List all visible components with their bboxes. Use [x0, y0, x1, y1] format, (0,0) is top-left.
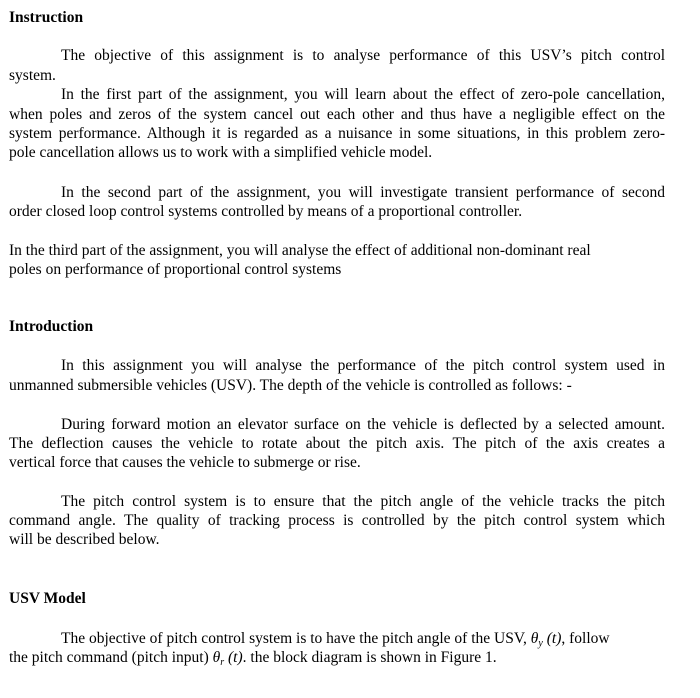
introduction-line-3: During forward motion an elevator surface on the vehicle is deflected by a selected amount.: [61, 416, 665, 433]
usv-model-line-1-text: The objective of pitch control system is to have the pitch angle of the USV,: [61, 630, 531, 647]
introduction-line-4: The deflection causes the vehicle to rotate about the pitch axis. The pitch of the axis creates a: [9, 435, 665, 452]
usv-model-line-2-end: . the block diagram is shown in Figure 1.: [242, 649, 497, 666]
pitch-angle-argument: (t): [542, 630, 562, 647]
instruction-line-3: In the first part of the assignment, you will learn about the effect of zero-pole cancellation,: [61, 86, 665, 103]
introduction-line-2: unmanned submersible vehicles (USV). The depth of the vehicle is controlled as follows: -: [9, 377, 572, 394]
usv-model-line-1-end: , follow: [561, 630, 610, 647]
instruction-line-2: system.: [9, 67, 56, 84]
instruction-line-4: when poles and zeros of the system cancel out each other and thus have a negligible effect on the: [9, 106, 665, 123]
usv-model-line-2-start: the pitch command (pitch input): [9, 649, 213, 666]
instruction-line-8: order closed loop control systems controlled by means of a proportional controller.: [9, 203, 523, 220]
instruction-line-10: poles on performance of proportional control systems: [9, 261, 342, 278]
instruction-line-6: pole cancellation allows us to work with a simplified vehicle model.: [9, 144, 433, 161]
usv-model-line-2: [9, 648, 497, 672]
introduction-line-1: In this assignment you will analyse the performance of the pitch control system used in: [61, 357, 665, 374]
instruction-line-9: In the third part of the assignment, you will analyse the effect of additional non-dominant real: [9, 242, 591, 259]
usv-model-heading: USV Model: [9, 590, 86, 607]
pitch-command-argument: (t): [224, 649, 243, 666]
introduction-line-5: vertical force that causes the vehicle to submerge or rise.: [9, 454, 361, 471]
pitch-angle-symbol: θ: [530, 630, 539, 647]
pitch-command-symbol: θ: [212, 649, 221, 666]
introduction-line-6: The pitch control system is to ensure that the pitch angle of the vehicle tracks the pitch: [61, 493, 665, 510]
pitch-command-subscript: r: [220, 657, 225, 668]
instruction-line-1: The objective of this assignment is to analyse performance of this USV’s pitch control: [61, 47, 665, 64]
instruction-line-7: In the second part of the assignment, you will investigate transient performance of second: [61, 184, 665, 201]
introduction-line-8: will be described below.: [9, 531, 160, 548]
introduction-heading: Introduction: [9, 318, 94, 335]
pitch-angle-subscript: y: [538, 638, 543, 649]
introduction-line-7: command angle. The quality of tracking process is controlled by the pitch control system which: [9, 512, 665, 529]
instruction-heading: Instruction: [9, 9, 84, 26]
instruction-line-5: system performance. Although it is regarded as a nuisance in some situations, in this problem zero-: [9, 125, 665, 142]
